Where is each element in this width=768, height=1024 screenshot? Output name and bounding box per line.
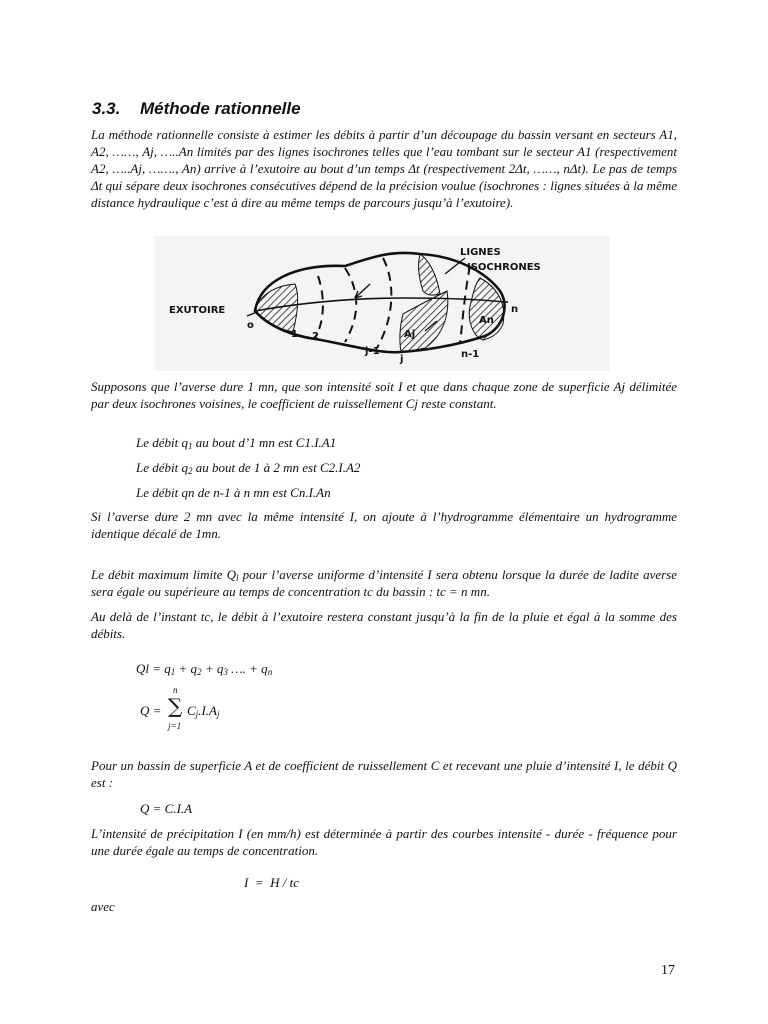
label-lignes: LIGNES (460, 247, 501, 258)
au-dela-paragraph: Au delà de l’instant tc, le débit à l’exutoire restera constant jusqu’à la fin de la pluie et égal à la somme des débits. (91, 609, 677, 641)
averse-2mn-paragraph: Si l’averse dure 2 mn avec la même intensité I, on ajoute à l’hydrogramme élémentaire un hydrogramme identique décalé de 1mn. (91, 509, 677, 541)
label-n-minus-1: n-1 (461, 349, 480, 360)
label-n: n (511, 304, 519, 315)
label-j-minus-1: j-1 (365, 346, 380, 357)
equation-sum (140, 685, 280, 736)
sum-term: $C_j.I.A_j$ (187, 703, 220, 719)
section-heading (92, 99, 301, 119)
debit-line-1: Le débit $q_1$ au bout d’1 mn est C1.I.A1 (136, 435, 337, 451)
sum-lower-limit: j=1 (168, 721, 182, 731)
watershed-figure (155, 236, 610, 371)
watershed-diagram (155, 236, 610, 371)
bassin-paragraph: Pour un bassin de superficie A et de coefficient de ruissellement C et recevant une pluie d’intensité I, le débit Q est : (91, 758, 677, 790)
section-number: 3.3. (92, 99, 121, 118)
debit-line-2: Le débit $q_2$ au bout de 1 à 2 mn est C2.I.A2 (136, 460, 361, 476)
intro-paragraph: La méthode rationnelle consiste à estimer les débits à partir d’un découpage du bassin versant en secteurs A1, A2, ……, Aj, …..An limités par des lignes isochrones telles que l’eau tombant sur le secteur A1 (respectivement A2, …..Aj, ……., An) arrive à l’exutoire au bout d’un temps Δt (respectivement 2Δt, ……, nΔt). Le pas de temps Δt qui sépare deux isochrones consécutives dépend de la précision voulue (isochrones : lignes situées à la même distance hydraulique c’est à dire au même temps de parcours jusqu’à l’exutoire). (91, 127, 677, 210)
section-title: Méthode rationnelle (140, 99, 301, 118)
debit-max-paragraph: Le débit maximum limite $Q_l$ pour l’averse uniforme d’intensité I sera obtenu lorsque la durée de ladite averse sera égale ou supérieure au temps de concentration tc du bassin : tc = n mn. (91, 567, 677, 599)
intensite-paragraph: L’intensité de précipitation I (en mm/h) est déterminée à partir des courbes intensité - durée - fréquence pour une durée égale au temps de concentration. (91, 826, 677, 858)
avec-text: avec (91, 899, 115, 914)
equation-q-cia: Q = C.I.A (140, 801, 193, 816)
sum-lhs: Q = (140, 703, 162, 718)
sum-upper-limit: n (173, 685, 178, 695)
label-j: j (400, 354, 404, 365)
label-1: 1 (291, 329, 298, 340)
label-exutoire: EXUTOIRE (169, 305, 226, 316)
label-aj: Aj (404, 329, 416, 340)
label-2: 2 (312, 331, 319, 342)
label-isochrones: ISOCHRONES (467, 262, 541, 273)
label-o: o (247, 320, 254, 331)
sigma-symbol: ∑ (168, 694, 183, 718)
equation-intensity: I = H / tc (244, 875, 299, 890)
suppose-paragraph: Supposons que l’averse dure 1 mn, que son intensité soit I et que dans chaque zone de superficie Aj délimitée par deux isochrones voisines, le coefficient de ruissellement Cj reste constant. (91, 379, 677, 411)
equation-ql: $Ql = q_1 + q_2 + q_3$ …. + $q_n$ (136, 661, 273, 677)
debit-line-3: Le débit qn de n-1 à n mn est Cn.I.An (136, 485, 331, 500)
page-number: 17 (661, 963, 675, 978)
label-an: An (479, 315, 494, 326)
